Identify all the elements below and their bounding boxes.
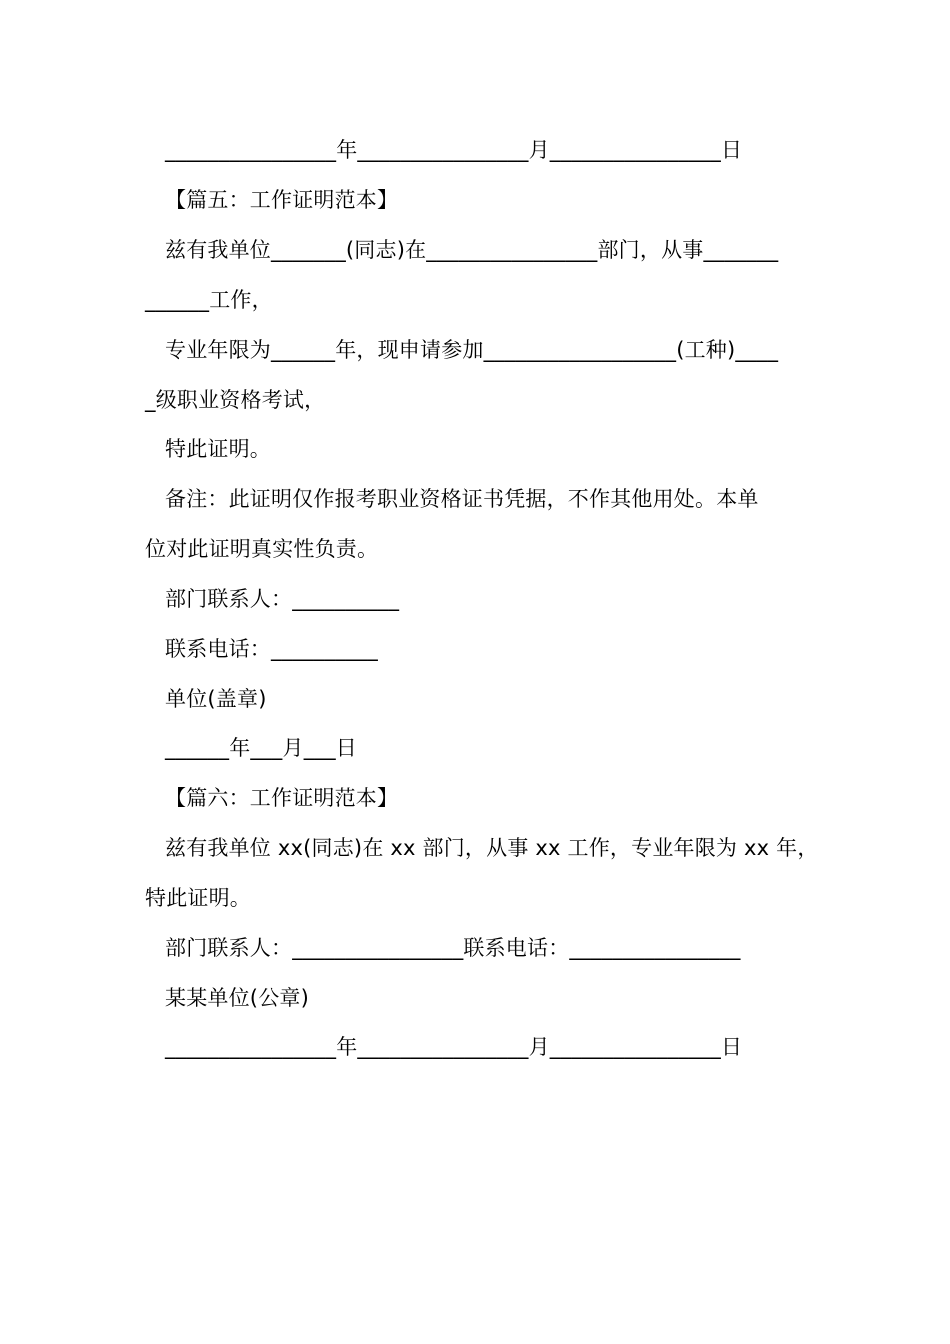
date-line-top: ________________年________________月________________日 <box>165 138 743 162</box>
contact-person-line: 部门联系人：__________ <box>165 587 400 611</box>
paragraph-line: 特此证明。 <box>145 886 251 910</box>
paragraph-line: 兹有我单位 xx(同志)在 xx 部门，从事 xx 工作，专业年限为 xx 年， <box>165 836 819 860</box>
paragraph-line: 兹有我单位_______(同志)在________________部门，从事_______ <box>165 238 779 262</box>
note-line: 位对此证明真实性负责。 <box>145 537 379 561</box>
paragraph-line: ______工作， <box>145 288 273 312</box>
section-heading-6: 【篇六：工作证明范本】 <box>165 786 399 810</box>
contact-phone-line: 联系电话：__________ <box>165 637 378 661</box>
section-heading-5: 【篇五：工作证明范本】 <box>165 188 399 212</box>
paragraph-line: 专业年限为______年，现申请参加__________________(工种)____ <box>165 338 779 362</box>
date-line-bottom: ________________年________________月________________日 <box>165 1035 743 1059</box>
contact-line: 部门联系人：________________联系电话：________________ <box>165 936 741 960</box>
note-line: 备注：此证明仅作报考职业资格证书凭据，不作其他用处。本单 <box>165 487 759 511</box>
unit-seal-line: 某某单位(公章) <box>165 986 309 1010</box>
paragraph-line: 特此证明。 <box>165 437 271 461</box>
paragraph-line: _级职业资格考试， <box>145 388 326 412</box>
unit-seal-line: 单位(盖章) <box>165 687 267 711</box>
date-line: ______年___月___日 <box>165 736 357 760</box>
